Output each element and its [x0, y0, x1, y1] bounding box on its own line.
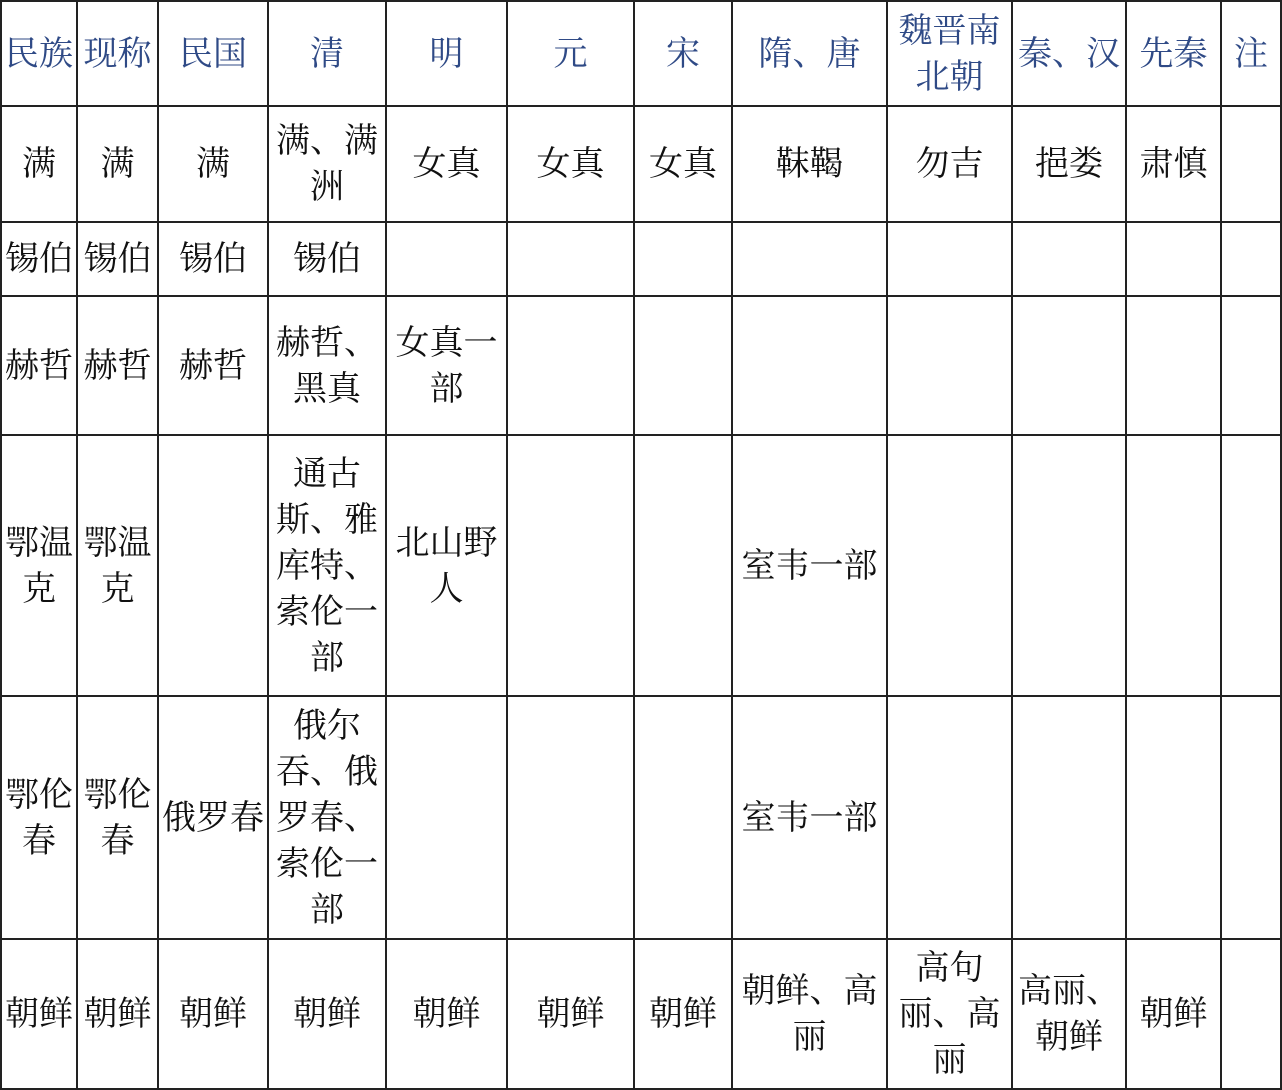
- table-cell: [1126, 296, 1221, 435]
- table-cell: 朝鲜: [268, 939, 386, 1089]
- table-cell: 赫哲: [77, 296, 158, 435]
- header-cell-ming: 明: [386, 1, 507, 106]
- table-cell: 靺鞨: [732, 106, 887, 222]
- table-cell: 朝鲜: [158, 939, 268, 1089]
- table-cell: 北山野人: [386, 435, 507, 696]
- header-cell-song: 宋: [634, 1, 732, 106]
- table-cell: [386, 696, 507, 939]
- table-cell: 锡伯: [1, 222, 77, 296]
- header-row: [1, 1, 1281, 106]
- table-cell: 室韦一部: [732, 435, 887, 696]
- table-cell: 鄂温克: [1, 435, 77, 696]
- table-cell: [1221, 696, 1281, 939]
- table-cell: [887, 696, 1012, 939]
- table-cell: 高句丽、高丽: [887, 939, 1012, 1089]
- table-cell: [1221, 296, 1281, 435]
- header-cell-ethnicity: 民族: [1, 1, 77, 106]
- table-cell: 朝鲜: [386, 939, 507, 1089]
- table-cell: 锡伯: [77, 222, 158, 296]
- table-row: [1, 939, 1281, 1089]
- table-cell: [386, 222, 507, 296]
- table-cell: [507, 222, 634, 296]
- header-cell-notes: 注: [1221, 1, 1281, 106]
- table-cell: [1012, 435, 1126, 696]
- table-cell: 通古斯、雅库特、索伦一部: [268, 435, 386, 696]
- table-cell: [634, 696, 732, 939]
- table-row: [1, 696, 1281, 939]
- table-cell: [887, 435, 1012, 696]
- table-cell: [1221, 222, 1281, 296]
- table-cell: [634, 296, 732, 435]
- header-cell-wei-jin: 魏晋南北朝: [887, 1, 1012, 106]
- table-row: [1, 435, 1281, 696]
- table-cell: 朝鲜: [1, 939, 77, 1089]
- table-cell: [887, 296, 1012, 435]
- table-cell: 满、满洲: [268, 106, 386, 222]
- header-cell-current-name: 现称: [77, 1, 158, 106]
- table-cell: [1012, 696, 1126, 939]
- table-cell: [1126, 222, 1221, 296]
- table-cell: 锡伯: [268, 222, 386, 296]
- header-cell-qing: 清: [268, 1, 386, 106]
- table-cell: [1221, 435, 1281, 696]
- table-cell: 高丽、朝鲜: [1012, 939, 1126, 1089]
- table-cell: 朝鲜、高丽: [732, 939, 887, 1089]
- table-cell: [507, 696, 634, 939]
- table-cell: [507, 435, 634, 696]
- header-cell-republic: 民国: [158, 1, 268, 106]
- table-cell: [507, 296, 634, 435]
- table-cell: 满: [1, 106, 77, 222]
- table-cell: [158, 435, 268, 696]
- table-row: [1, 106, 1281, 222]
- table-cell: 女真: [634, 106, 732, 222]
- table-cell: [1012, 296, 1126, 435]
- table-cell: 锡伯: [158, 222, 268, 296]
- table-cell: [732, 296, 887, 435]
- table-cell: 赫哲: [1, 296, 77, 435]
- table-cell: 朝鲜: [77, 939, 158, 1089]
- table-row: [1, 296, 1281, 435]
- table-cell: [1221, 106, 1281, 222]
- table-cell: 室韦一部: [732, 696, 887, 939]
- header-cell-qin-han: 秦、汉: [1012, 1, 1126, 106]
- table-cell: 朝鲜: [507, 939, 634, 1089]
- header-cell-sui-tang: 隋、唐: [732, 1, 887, 106]
- table-cell: 满: [158, 106, 268, 222]
- table-cell: 朝鲜: [1126, 939, 1221, 1089]
- table-row: [1, 222, 1281, 296]
- table-cell: 女真一部: [386, 296, 507, 435]
- table-cell: [1126, 435, 1221, 696]
- table-cell: [887, 222, 1012, 296]
- table-cell: 挹娄: [1012, 106, 1126, 222]
- table-cell: [634, 435, 732, 696]
- table-cell: 女真: [507, 106, 634, 222]
- table-cell: 赫哲: [158, 296, 268, 435]
- table-cell: 肃慎: [1126, 106, 1221, 222]
- table-cell: 赫哲、黑真: [268, 296, 386, 435]
- table-cell: 俄罗春: [158, 696, 268, 939]
- table-cell: 女真: [386, 106, 507, 222]
- table-cell: 鄂伦春: [77, 696, 158, 939]
- header-cell-pre-qin: 先秦: [1126, 1, 1221, 106]
- table-cell: [1012, 222, 1126, 296]
- table-cell: [1221, 939, 1281, 1089]
- table-cell: 鄂伦春: [1, 696, 77, 939]
- table-cell: 满: [77, 106, 158, 222]
- table-cell: 俄尔吞、俄罗春、索伦一部: [268, 696, 386, 939]
- table-cell: 勿吉: [887, 106, 1012, 222]
- header-cell-yuan: 元: [507, 1, 634, 106]
- table-cell: [1126, 696, 1221, 939]
- table-cell: [634, 222, 732, 296]
- table-cell: 朝鲜: [634, 939, 732, 1089]
- table-cell: 鄂温克: [77, 435, 158, 696]
- table-cell: [732, 222, 887, 296]
